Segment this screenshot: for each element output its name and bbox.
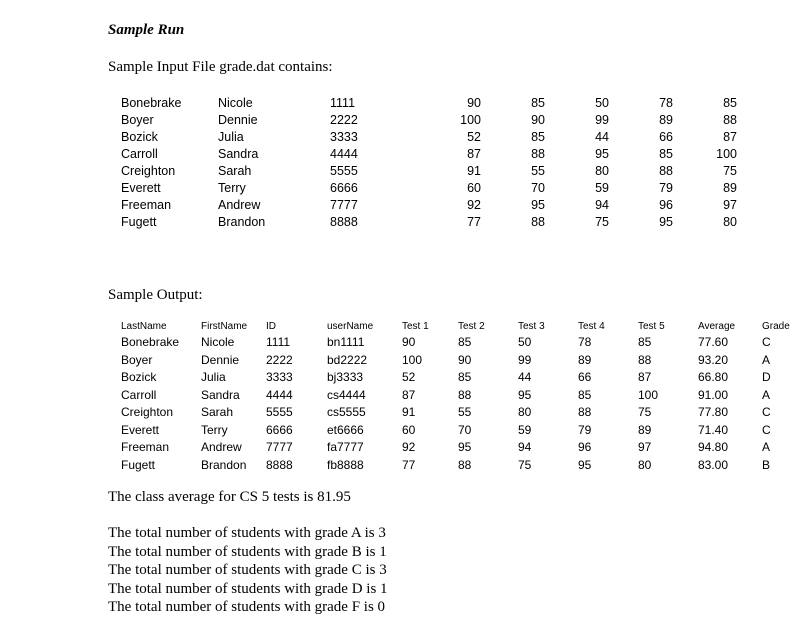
output-cell: 70 (458, 422, 472, 437)
input-score: 89 (723, 181, 737, 195)
input-score: 90 (531, 113, 545, 127)
output-cell: 71.40 (698, 422, 729, 437)
output-cell: Everett (121, 422, 160, 437)
output-cell: 87 (402, 387, 416, 402)
input-score: 87 (467, 147, 481, 161)
output-cell: Boyer (121, 352, 153, 367)
output-cell: 89 (578, 352, 592, 367)
output-cell: 3333 (266, 370, 293, 384)
output-cell: 78 (578, 335, 592, 349)
output-cell: C (762, 405, 771, 419)
output-cell: Bozick (121, 370, 157, 384)
output-cell: 95 (518, 387, 532, 402)
output-cell: C (762, 335, 771, 349)
input-last-name: Fugett (121, 215, 157, 229)
output-cell: 87 (638, 370, 652, 384)
input-score: 95 (659, 215, 673, 229)
input-score: 100 (460, 113, 481, 127)
output-cell: 80 (518, 405, 532, 419)
input-score: 78 (659, 96, 673, 110)
input-score: 55 (531, 164, 545, 178)
output-cell: D (762, 370, 771, 384)
input-id: 4444 (330, 147, 358, 161)
output-column-header: userName (327, 321, 374, 332)
input-id: 6666 (330, 181, 358, 195)
output-cell: 75 (638, 405, 652, 419)
output-column-header: FirstName (201, 321, 248, 332)
input-score: 94 (595, 198, 609, 212)
input-score: 75 (723, 164, 737, 178)
input-last-name: Everett (121, 181, 161, 195)
output-cell: 44 (518, 370, 532, 384)
output-cell: 93.20 (698, 352, 729, 367)
output-cell: 50 (518, 335, 532, 349)
input-score: 89 (659, 113, 673, 127)
output-column-header: Test 2 (458, 321, 485, 332)
output-cell: fb8888 (327, 457, 364, 472)
input-last-name: Freeman (121, 198, 172, 212)
output-column-header: Test 3 (518, 321, 545, 332)
output-cell: cs4444 (327, 387, 366, 402)
output-column-header: Test 5 (638, 321, 665, 332)
output-cell: Andrew (201, 440, 242, 454)
input-first-name: Andrew (218, 198, 261, 212)
grade-total-line: The total number of students with grade F is 0 (108, 599, 386, 615)
input-score: 100 (716, 147, 737, 161)
output-cell: Sarah (201, 405, 234, 419)
output-cell: 91.00 (698, 387, 729, 402)
input-score: 79 (659, 181, 673, 195)
input-id: 7777 (330, 198, 358, 212)
output-column-header: Test 4 (578, 321, 605, 332)
output-cell: Terry (201, 422, 228, 437)
output-cell: cs5555 (327, 405, 366, 419)
output-cell: 7777 (266, 440, 293, 454)
input-last-name: Bozick (121, 130, 158, 144)
input-score: 92 (467, 198, 481, 212)
output-cell: 94.80 (698, 440, 729, 454)
output-cell: bd2222 (327, 352, 368, 367)
output-cell: 77 (402, 457, 416, 472)
output-cell: 92 (402, 440, 416, 454)
output-cell: 85 (578, 387, 592, 402)
output-cell: 75 (518, 457, 532, 472)
input-score: 60 (467, 181, 481, 195)
input-score: 97 (723, 198, 737, 212)
output-cell: B (762, 457, 771, 472)
output-cell: A (762, 387, 771, 402)
output-cell: 8888 (266, 457, 293, 472)
output-cell: 100 (402, 352, 423, 367)
output-column-header: Grade (762, 321, 790, 332)
input-first-name: Brandon (218, 215, 266, 229)
output-cell: Creighton (121, 405, 174, 419)
output-cell: 4444 (266, 387, 293, 402)
output-cell: 60 (402, 422, 416, 437)
output-cell: 83.00 (698, 457, 729, 472)
class-average-line: The class average for CS 5 tests is 81.95 (108, 489, 351, 505)
output-cell: 85 (638, 335, 652, 349)
grade-total-line: The total number of students with grade B is 1 (108, 543, 387, 560)
output-cell: 59 (518, 422, 532, 437)
grade-total-line: The total number of students with grade C is 3 (108, 562, 387, 578)
input-last-name: Boyer (121, 113, 154, 127)
output-cell: 94 (518, 440, 532, 454)
output-cell: 88 (638, 352, 652, 367)
output-cell: 95 (458, 440, 472, 454)
input-id: 3333 (330, 130, 358, 144)
output-column-header: Average (698, 321, 736, 332)
input-score: 52 (467, 130, 481, 144)
output-heading: Sample Output: (108, 287, 203, 303)
output-cell: 90 (458, 352, 472, 367)
input-heading: Sample Input File grade.dat contains: (108, 59, 333, 75)
input-score: 99 (595, 113, 609, 127)
output-cell: 95 (578, 457, 592, 472)
output-cell: 100 (638, 387, 659, 402)
output-cell: A (762, 440, 771, 454)
output-cell: Dennie (201, 352, 240, 367)
output-cell: Freeman (121, 440, 170, 454)
input-id: 1111 (330, 96, 356, 110)
output-cell: 96 (578, 440, 592, 454)
input-score: 95 (531, 198, 545, 212)
output-cell: 88 (458, 457, 472, 472)
output-cell: C (762, 422, 771, 437)
output-cell: 99 (518, 352, 532, 367)
output-cell: 66.80 (698, 370, 729, 384)
output-cell: 88 (578, 405, 592, 419)
output-cell: Bonebrake (121, 335, 180, 349)
output-cell: 85 (458, 335, 472, 349)
output-cell: 52 (402, 370, 416, 384)
output-cell: 6666 (266, 422, 293, 437)
output-cell: Carroll (121, 387, 157, 402)
output-cell: Sandra (201, 387, 240, 402)
output-cell: 77.60 (698, 335, 729, 349)
input-score: 50 (595, 96, 609, 110)
grade-total-line: The total number of students with grade A is 3 (108, 525, 386, 541)
input-score: 80 (723, 215, 737, 229)
input-score: 90 (467, 96, 481, 110)
output-cell: Brandon (201, 457, 247, 472)
input-score: 70 (531, 181, 545, 195)
input-score: 96 (659, 198, 673, 212)
grade-total-line: The total number of students with grade D is 1 (108, 580, 388, 597)
output-cell: 5555 (266, 405, 293, 419)
input-score: 88 (531, 215, 545, 229)
output-column-header: LastName (121, 321, 167, 332)
output-cell: Julia (201, 370, 226, 384)
output-cell: 80 (638, 457, 652, 472)
input-last-name: Bonebrake (121, 96, 182, 110)
input-score: 66 (659, 130, 673, 144)
input-score: 85 (659, 147, 673, 161)
input-score: 59 (595, 181, 609, 195)
output-cell: 2222 (266, 352, 293, 367)
output-cell: 90 (402, 335, 416, 349)
input-last-name: Creighton (121, 164, 176, 178)
input-score: 75 (595, 215, 609, 229)
input-last-name: Carroll (121, 147, 158, 161)
input-score: 77 (467, 215, 481, 229)
output-cell: fa7777 (327, 440, 364, 454)
input-score: 95 (595, 147, 609, 161)
input-id: 5555 (330, 164, 358, 178)
output-cell: bj3333 (327, 370, 364, 384)
input-score: 85 (531, 96, 545, 110)
input-first-name: Nicole (218, 96, 253, 110)
output-cell: Fugett (121, 457, 156, 472)
input-score: 88 (531, 147, 545, 161)
input-score: 44 (595, 130, 609, 144)
input-first-name: Terry (218, 181, 246, 195)
input-score: 88 (659, 164, 673, 178)
input-first-name: Julia (218, 130, 244, 144)
output-cell: 55 (458, 405, 472, 419)
output-cell: 88 (458, 387, 472, 402)
output-cell: A (762, 352, 771, 367)
output-cell: 66 (578, 370, 592, 384)
output-cell: 1111 (266, 335, 291, 349)
input-score: 88 (723, 113, 737, 127)
output-cell: 85 (458, 370, 472, 384)
output-cell: 91 (402, 405, 416, 419)
output-cell: 77.80 (698, 405, 729, 419)
input-score: 87 (723, 130, 737, 144)
input-score: 80 (595, 164, 609, 178)
output-column-header: Test 1 (402, 321, 429, 332)
input-first-name: Dennie (218, 113, 258, 127)
output-cell: 97 (638, 440, 652, 454)
output-cell: et6666 (327, 422, 364, 437)
input-id: 2222 (330, 113, 358, 127)
input-score: 85 (531, 130, 545, 144)
input-score: 91 (467, 164, 481, 178)
output-cell: bn1111 (327, 335, 365, 349)
input-first-name: Sandra (218, 147, 259, 161)
output-cell: Nicole (201, 335, 235, 349)
output-cell: 79 (578, 422, 592, 437)
input-first-name: Sarah (218, 164, 252, 178)
input-id: 8888 (330, 215, 358, 229)
output-column-header: ID (266, 321, 276, 332)
input-score: 85 (723, 96, 737, 110)
document-title: Sample Run (108, 22, 185, 38)
output-cell: 89 (638, 422, 652, 437)
